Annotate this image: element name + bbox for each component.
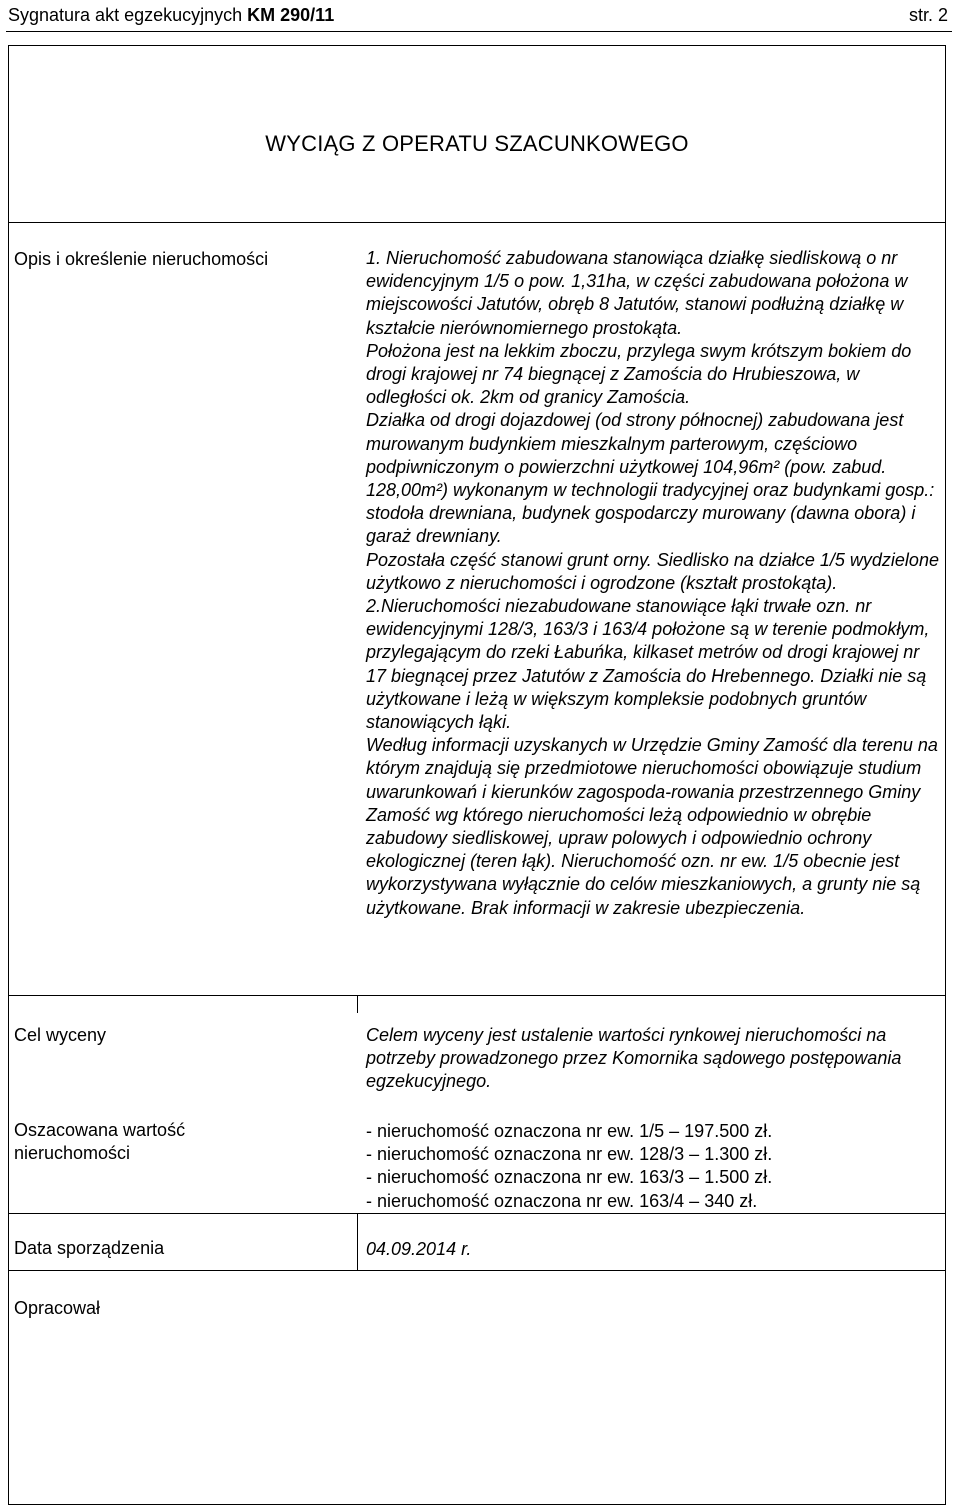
column-divider-top <box>357 995 358 1013</box>
signature-id: KM 290/11 <box>247 5 335 25</box>
document-title: WYCIĄG Z OPERATU SZACUNKOWEGO <box>265 131 689 156</box>
opis-divider <box>8 995 946 996</box>
opis-paragraph-6: Według informacji uzyskanych w Urzędzie Gminy Zamość dla terenu na którym znajdują się przedmiotowe nieruchomości obowiązuje studium uwarunkowań i kierunków zagospoda-rowania przestrzennego Gminy Zamość wg którego nieruchomości leżą odpowiednio w obrębie zabudowy siedliskowej, upraw polowych i odpowiednio ochrony ekologicznej (teren łąk). Nieruchomość ozn. nr ew. 1/5 obecnie jest wykorzystywana wyłącznie do celów mieszkaniowych, a grunty nie są użytkowane. Brak informacji w zakresie ubezpieczenia. <box>366 735 938 918</box>
opis-paragraph-3: Działka od drogi dojazdowej (od strony północnej) zabudowana jest murowanym budynkiem mieszkalnym parterowym, częściowo podpiwniczonym o powierzchni użytkowej 104,96m² (pow. zabud. 128,00m²) wykonanym w technologii tradycyjnej oraz budynkami gosp.: stodoła drewniana, budynek gospodarczy murowany (dawna obora) i garaż drewniany. <box>366 410 935 547</box>
column-divider-date <box>357 1213 358 1270</box>
cel-label: Cel wyceny <box>14 1025 107 1045</box>
wartosc-label <box>14 1119 185 1165</box>
page-number: str. 2 <box>908 5 948 25</box>
wartosc-list <box>366 1120 944 1213</box>
page-header <box>8 4 952 26</box>
title-divider <box>8 222 946 223</box>
opracowal-label: Opracował <box>14 1298 101 1318</box>
data-divider <box>8 1270 946 1271</box>
opis-paragraph-4: Pozostała część stanowi grunt orny. Siedlisko na działce 1/5 wydzielone użytkowo z nieruchomości i ogrodzone (kształt prostokąta). <box>366 549 939 593</box>
wartosc-item: - nieruchomość oznaczona nr ew. 163/4 – 340 zł. <box>366 1190 758 1211</box>
wartosc-item: - nieruchomość oznaczona nr ew. 1/5 – 197.500 zł. <box>366 1121 773 1141</box>
header-divider <box>6 31 952 32</box>
opis-content <box>366 247 944 920</box>
wartosc-label-line-2: nieruchomości <box>14 1143 131 1164</box>
opis-label: Opis i określenie nieruchomości <box>14 249 269 269</box>
wartosc-divider <box>8 1213 946 1214</box>
data-label: Data sporządzenia <box>14 1238 165 1258</box>
signature-prefix: Sygnatura akt egzekucyjnych <box>8 5 243 25</box>
opis-paragraph-1: 1. Nieruchomość zabudowana stanowiąca działkę siedliskową o nr ewidencyjnym 1/5 o pow. 1,31ha, w części zabudowana położona w miejscowości Jatutów, obręb 8 Jatutów, stanowi podłużną działkę w kształcie nierównomiernego prostokąta. <box>366 248 908 338</box>
data-value: 04.09.2014 r. <box>366 1239 472 1259</box>
wartosc-label-line-1: Oszacowana wartość <box>14 1120 186 1140</box>
wartosc-item: - nieruchomość oznaczona nr ew. 163/3 – 1.500 zł. <box>366 1167 773 1188</box>
opis-paragraph-5: 2.Nieruchomości niezabudowane stanowiące łąki trwałe ozn. nr ewidencyjnymi 128/3, 163/3 i 163/4 położone są w terenie podmokłym, przylegającym do rzeki Łabuńka, kilkaset metrów od drogi krajowej nr 17 biegnącej przez Jatutów z Zamościa do Hrebennego. Działki nie są użytkowane i leżą w większym kompleksie podobnych gruntów stanowiących łąki. <box>366 596 930 733</box>
opis-paragraph-2: Położona jest na lekkim zboczu, przylega swym krótszym bokiem do drogi krajowej nr 74 biegnącej z Zamościa do Hrubieszowa, w odległości ok. 2km od granicy Zamościa. <box>366 340 912 408</box>
wartosc-item: - nieruchomość oznaczona nr ew. 128/3 – 1.300 zł. <box>366 1144 773 1165</box>
cel-content: Celem wyceny jest ustalenie wartości rynkowej nieruchomości na potrzeby prowadzonego przez Komornika sądowego postępowania egzekucyjnego. <box>366 1025 902 1092</box>
